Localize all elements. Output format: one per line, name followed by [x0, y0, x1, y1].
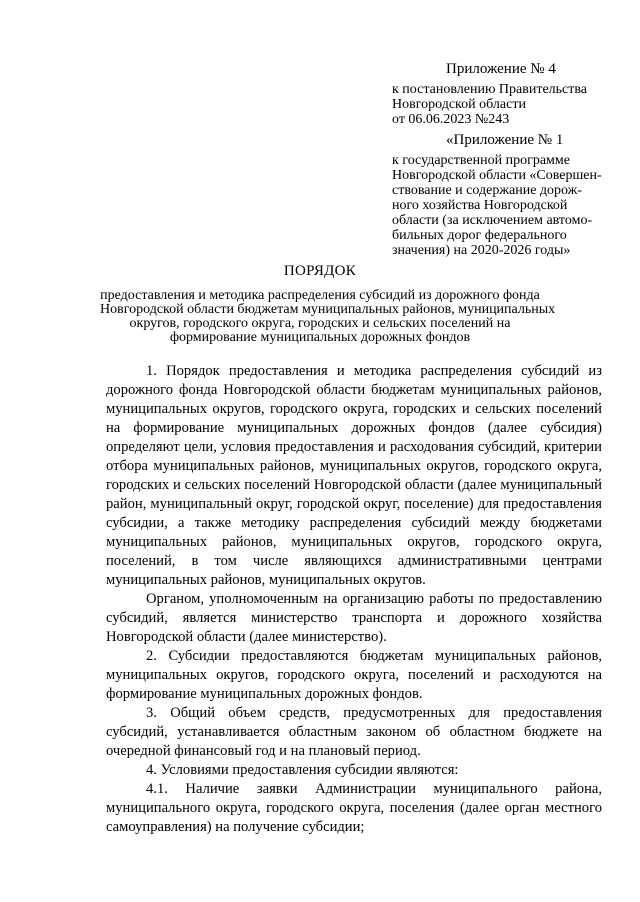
- appendix-line: ного хозяйства Новгородской: [392, 198, 568, 213]
- document-subtitle: [100, 288, 556, 345]
- appendix-line: от 06.06.2023 №243: [392, 112, 510, 127]
- appendix-line: Новгородской области «Совершен-: [392, 168, 602, 183]
- body-paragraph: 4. Условиями предоставления субсидии являются:: [146, 762, 459, 778]
- subtitle-line: предоставления и методика распределения субсидий из дорожного фонда: [100, 288, 540, 303]
- document-body: [106, 362, 602, 837]
- appendix-line: к постановлению Правительства: [392, 82, 588, 97]
- appendix-title: «Приложение № 1: [446, 132, 564, 148]
- subtitle-line: округов, городского округа, городских и сельских поселений на: [129, 316, 511, 331]
- body-paragraph: 4.1. Наличие заявки Администрации муниципального района, муниципального округа, городского округа, поселения (далее орган местного самоуправления) на получение субсидии;: [106, 781, 602, 835]
- subtitle-line: Новгородской области бюджетам муниципальных районов, муниципальных: [100, 302, 556, 317]
- appendix-block-order: [392, 62, 620, 127]
- document-title: ПОРЯДОК: [283, 263, 357, 279]
- appendix-line: области (за исключением автомо-: [392, 213, 593, 228]
- appendix-title: Приложение № 4: [446, 61, 556, 77]
- appendix-line: к государственной программе: [392, 153, 570, 168]
- body-paragraph: 2. Субсидии предоставляются бюджетам муниципальных районов, муниципальных округов, городского округа, поселений и расходуются на формирование муниципальных дорожных фондов.: [106, 648, 602, 702]
- body-paragraph: 3. Общий объем средств, предусмотренных для предоставления субсидий, устанавливается областным законом об областном бюджете на очередной финансовый год и на плановый период.: [106, 705, 602, 759]
- appendix-line: Новгородской области: [392, 97, 526, 112]
- appendix-line: значения) на 2020-2026 годы»: [392, 243, 571, 258]
- body-paragraph: Органом, уполномоченным на организацию работы по предоставлению субсидий, является министерство транспорта и дорожного хозяйства Новгородской области (далее министерство).: [106, 591, 602, 645]
- appendix-line: бильных дорог федерального: [392, 228, 567, 243]
- appendix-line: ствование и содержание дорож-: [392, 183, 583, 198]
- body-paragraph: 1. Порядок предоставления и методика распределения субсидий из дорожного фонда Новгородской области бюджетам муниципальных районов, муниципальных округов, городского округа, городских и сельских поселений на формирование муниципальных дорожных фондов (далее субсидия) определяют цели, условия предоставления и расходования субсидий, критерии отбора муниципальных районов, муниципальных округов, городского округа, городских и сельских поселений Новгородской области (далее муниципальный район, муниципальный округ, городской округ, поселение) для предоставления субсидии, а также методику распределения субсидий между бюджетами муниципальных районов, муниципальных округов, городского округа, поселений, в том числе являющихся административными центрами муниципальных районов, муниципальных округов.: [106, 363, 602, 588]
- appendix-block-program: [392, 133, 620, 258]
- subtitle-line: формирование муниципальных дорожных фондов: [169, 330, 471, 345]
